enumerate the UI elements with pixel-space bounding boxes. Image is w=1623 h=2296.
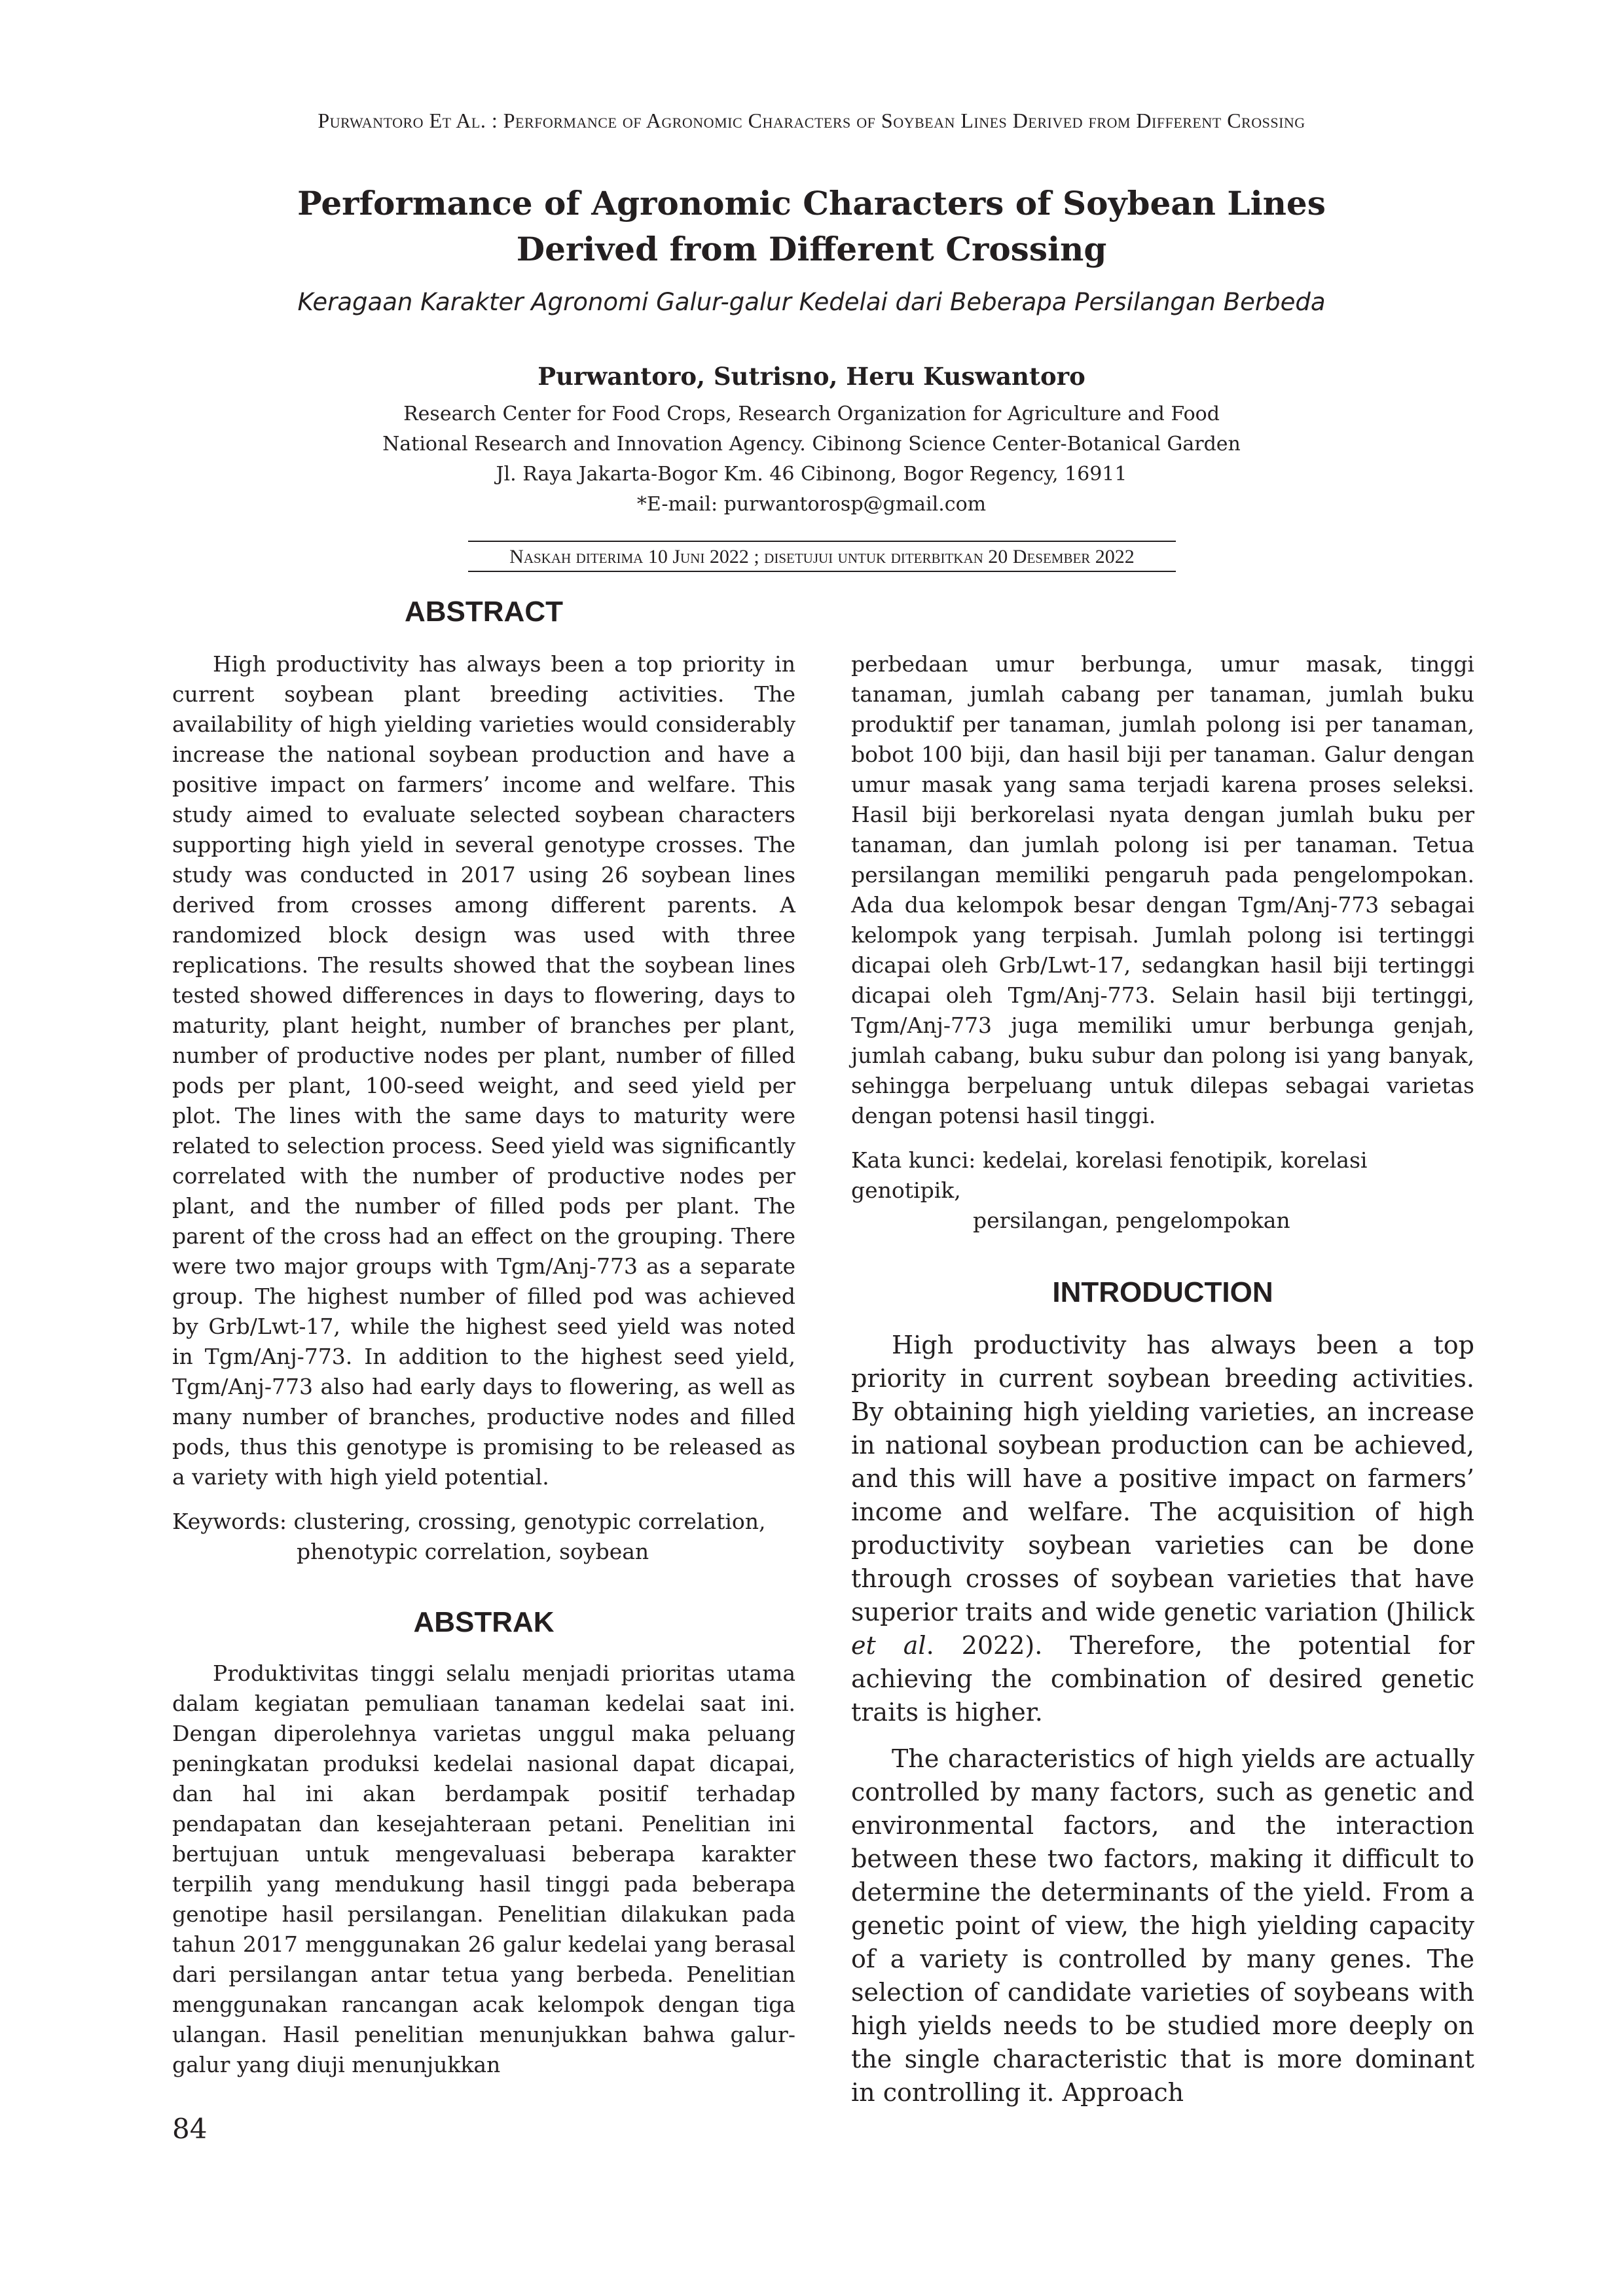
authors: Purwantoro, Sutrisno, Heru Kuswantoro [538,362,1085,391]
affiliation-line-2: National Research and Innovation Agency. Cibinong Science Center-Botanical Garden [382,433,1241,456]
abstract-text: High productivity has always been a top priority in current soybean plant breeding activities. The availability of high yielding varieties would considerably increase the national soybean production and have a positive impact on farmers’ income and welfare. This study aimed to evaluate selected soybean characters supporting high yield in several genotype crosses. The study was conducted in 2017 using 26 soybean lines derived from crosses among different parents. A randomized block design was used with three replications. The results showed that the soybean lines tested showed differences in days to flowering, days to maturity, plant height, number of branches per plant, number of productive nodes per plant, number of filled pods per plant, 100-seed weight, and seed yield per plot. The lines with the same days to maturity were related to selection process. Seed yield was significantly correlated with the number of productive nodes per plant, and the number of filled pods per plant. The parent of the cross had an effect on the grouping. There were two major groups with Tgm/Anj-773 as a separate group. The highest number of filled pod was achieved by Grb/Lwt-17, while the highest seed yield was noted in Tgm/Anj-773. In addition to the highest seed yield, Tgm/Anj-773 also had early days to flowering, as well as many number of branches, productive nodes and filled pods, thus this genotype is promising to be released as a variety with high yield potential. [172,651,795,1490]
keywords-values-2: phenotypic correlation, soybean [297,1539,649,1564]
right-column [851,649,1474,2109]
affiliation-line-3: Jl. Raya Jakarta-Bogor Km. 46 Cibinong, Bogor Regency, 16911 [496,463,1127,486]
abstrak-text-right: perbedaan umur berbunga, umur masak, tinggi tanaman, jumlah cabang per tanaman, jumlah buku produktif per tanaman, jumlah polong isi per tanaman, bobot 100 biji, dan hasil biji per tanaman. Galur dengan umur masak yang sama terjadi karena proses seleksi. Hasil biji berkorelasi nyata dengan jumlah buku per tanaman, dan jumlah polong isi per tanaman. Tetua persilangan memiliki pengaruh pada pengelompokan. Ada dua kelompok besar dengan Tgm/Anj-773 sebagai kelompok yang terpisah. Jumlah polong isi tertinggi dicapai oleh Grb/Lwt-17, sedangkan hasil biji tertinggi dicapai oleh Tgm/Anj-773. Selain hasil biji tertinggi, Tgm/Anj-773 juga memiliki umur berbunga genjah, jumlah cabang, buku subur dan polong isi yang banyak, sehingga berpeluang untuk dilepas sebagai varietas dengan potensi hasil tinggi. [851,651,1474,1128]
abstrak-heading: ABSTRAK [413,1606,555,1638]
email-line: *E-mail: purwantorosp@gmail.com [636,493,987,516]
intro-p1-etal: et al [851,1631,926,1660]
intro-p1-text-b: . 2022). Therefore, the potential for achieving the combination of desired genetic traits is higher. [851,1631,1474,1727]
title-line-1: Performance of Agronomic Characters of Soybean Lines [297,184,1326,223]
kata-kunci-values-1: kedelai, korelasi fenotipik, korelasi genotipik, [851,1147,1368,1203]
abstract-keywords [172,1507,795,1567]
affiliation-line-1: Research Center for Food Crops, Research Organization for Agriculture and Food [403,403,1220,425]
received-dates: Naskah diterima 10 Juni 2022 ; disetujui untuk diterbitkan 20 Desember 2022 [468,541,1176,572]
kata-kunci-label: Kata kunci: [851,1147,976,1173]
paper-subtitle: Keragaan Karakter Agronomi Galur-galur Kedelai dari Beberapa Persilangan Berbeda [297,288,1326,316]
kata-kunci-values-2: persilangan, pengelompokan [973,1208,1290,1233]
introduction-heading: INTRODUCTION [1052,1276,1273,1308]
abstract-heading: ABSTRACT [405,596,563,628]
title-line-2: Derived from Different Crossing [516,230,1107,268]
page-number: 84 [172,2113,208,2145]
abstract-section [172,649,795,2080]
running-head: Purwantoro Et Al. : Performance of Agronomic Characters of Soybean Lines Derived from Different Crossing [318,109,1305,132]
kata-kunci-line-1 [851,1145,1474,1206]
introduction-paragraph-1 [851,1329,1474,1729]
intro-p1-text-a: High productivity has always been a top priority in current soybean breeding activities. By obtaining high yielding varieties, an increase in national soybean production can be achieved, and this will have a positive impact on farmers’ income and welfare. The acquisition of high productivity soybean varieties can be done through crosses of soybean varieties that have superior traits and wide genetic variation (Jhilick [851,1331,1474,1626]
keywords-label: Keywords: [172,1509,287,1534]
keywords-line-1 [172,1507,795,1537]
kata-kunci [851,1145,1474,1236]
abstrak-text-left: Produktivitas tinggi selalu menjadi prioritas utama dalam kegiatan pemuliaan tanaman kedelai saat ini. Dengan diperolehnya varietas unggul maka peluang peningkatan produksi kedelai nasional dapat dicapai, dan hal ini akan berdampak positif terhadap pendapatan dan kesejahteraan petani. Penelitian ini bertujuan untuk mengevaluasi beberapa karakter terpilih yang mendukung hasil tinggi pada beberapa genotipe hasil persilangan. Penelitian dilakukan pada tahun 2017 menggunakan 26 galur kedelai yang berasal dari persilangan antar tetua yang berbeda. Penelitian menggunakan rancangan acak kelompok dengan tiga ulangan. Hasil penelitian menunjukkan bahwa galur-galur yang diuji menunjukkan [172,1660,795,2077]
introduction-paragraph-2: The characteristics of high yields are actually controlled by many factors, such as genetic and environmental factors, and the interaction between these two factors, making it difficult to determine the determinants of the yield. From a genetic point of view, the high yielding capacity of a variety is controlled by many genes. The selection of candidate varieties of soybeans with high yields needs to be studied more deeply on the single characteristic that is more dominant in controlling it. Approach [851,1744,1474,2107]
keywords-values-1: clustering, crossing, genotypic correlation, [293,1509,766,1534]
paper-title [196,181,1427,272]
